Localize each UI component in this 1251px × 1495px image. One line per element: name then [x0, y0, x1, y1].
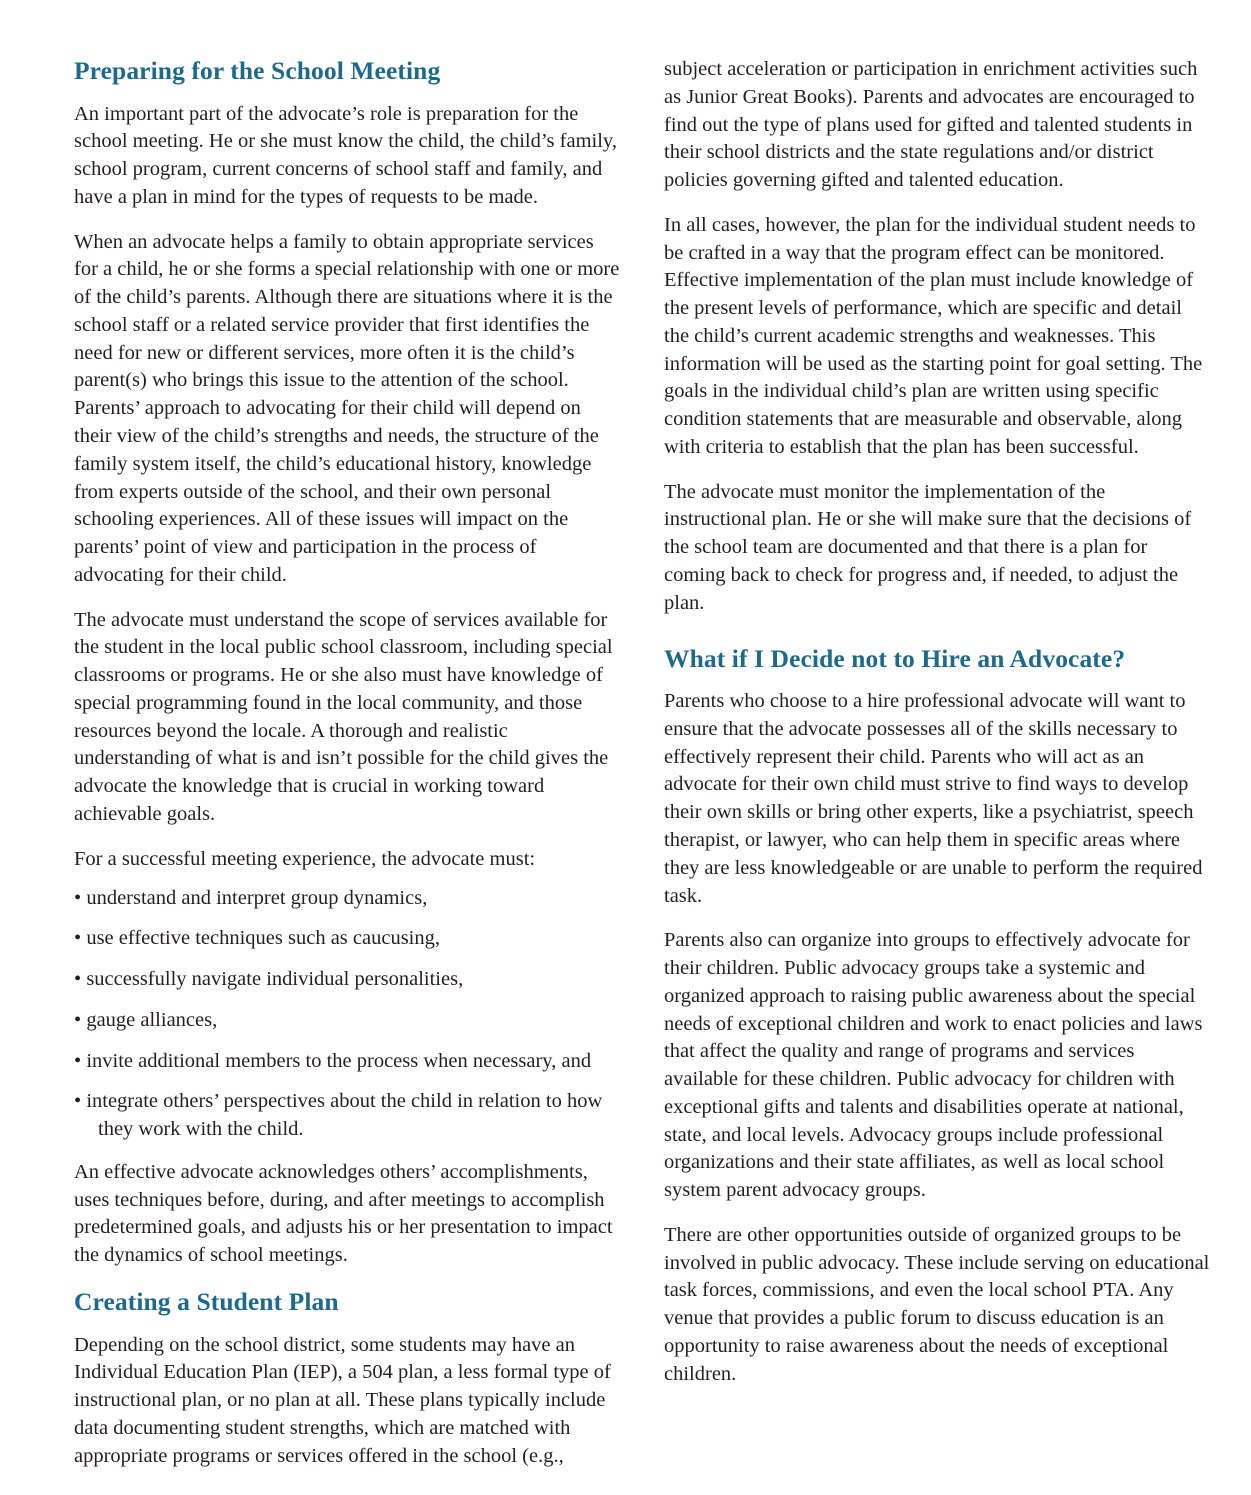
list-item-text: invite additional members to the process when necessary, and: [86, 1049, 592, 1072]
paragraph: There are other opportunities outside of organized groups to be involved in public advocacy. These include serving on educational task forces, commissions, and even the local school PTA. Any venue that provides a public forum to discuss education is an opportunity to raise awareness about the needs of exceptional children.: [664, 1223, 1210, 1385]
two-column-layout: [74, 56, 1210, 1487]
list-item: [74, 885, 620, 913]
paragraph: Depending on the school district, some students may have an Individual Education Plan (IEP), a 504 plan, a less formal type of instructional plan, or no plan at all. These plans typically include data documenting student strengths, which are matched with appropriate programs or services offered in the school (e.g.,: [74, 1333, 611, 1467]
list-item-text: use effective techniques such as caucusing,: [86, 927, 440, 950]
list-item: [74, 1048, 620, 1076]
bullet-glyph: •: [74, 927, 82, 950]
bullet-glyph: •: [74, 968, 82, 991]
list-item-text: understand and interpret group dynamics,: [86, 886, 428, 909]
bullet-list: [74, 885, 620, 1144]
left-column: [74, 56, 620, 1487]
paragraph: Parents also can organize into groups to effectively advocate for their children. Public advocacy groups take a systemic and organized approach to raising public awareness about the special needs of exceptional children and work to enact policies and laws that affect the quality and range of programs and services available for these children. Public advocacy for children with exceptional gifts and talents and disabilities operate at national, state, and local levels. Advocacy groups include professional organizations and their state affiliates, as well as local school system parent advocacy groups.: [664, 929, 1203, 1202]
paragraph-list-lead-in: For a successful meeting experience, the advocate must:: [74, 847, 536, 870]
section-heading-what-if-i-decide-not-to-hire-an-advocate: What if I Decide not to Hire an Advocate?: [664, 643, 1126, 673]
list-item-text: successfully navigate individual personalities,: [86, 968, 464, 991]
paragraph: An important part of the advocate’s role is preparation for the school meeting. He or she must know the child, the child’s family, school program, current concerns of school staff and family, and have a plan in mind for the types of requests to be made.: [74, 102, 617, 208]
list-item-text: gauge alliances,: [86, 1008, 218, 1031]
list-item: [74, 1007, 620, 1035]
section-heading-creating-a-student-plan: Creating a Student Plan: [74, 1286, 339, 1316]
list-item: [74, 1088, 620, 1144]
list-item: [74, 966, 620, 994]
section-heading-preparing-for-the-school-meeting: Preparing for the School Meeting: [74, 56, 441, 85]
paragraph: subject acceleration or participation in enrichment activities such as Junior Great Books). Parents and advocates are encouraged to find out the type of plans used for gifted and talented students in their school districts and the state regulations and/or district policies governing gifted and talented education.: [664, 58, 1198, 192]
bullet-glyph: •: [74, 1008, 82, 1031]
paragraph: The advocate must monitor the implementation of the instructional plan. He or she will make sure that the decisions of the school team are documented and that there is a plan for coming back to check for progress and, if needed, to adjust the plan.: [664, 480, 1192, 614]
bullet-glyph: •: [74, 1049, 82, 1072]
list-item: [74, 925, 620, 953]
paragraph: An effective advocate acknowledges others’ accomplishments, uses techniques before, during, and after meetings to accomplish predetermined goals, and adjusts his or her presentation to impact the dynamics of school meetings.: [74, 1160, 613, 1267]
paragraph: When an advocate helps a family to obtain appropriate services for a child, he or she forms a special relationship with one or more of the child’s parents. Although there are situations where it is the school staff or a related service provider that first identifies the need for new or different services, more often it is the child’s parent(s) who brings this issue to the attention of the school. Parents’ approach to advocating for their child will depend on their view of the child’s strengths and needs, the structure of the family system itself, the child’s educational history, knowledge from experts outside of the school, and their own personal schooling experiences. All of these issues will impact on the parents’ point of view and participation in the process of advocating for their child.: [74, 230, 620, 586]
right-column: [664, 56, 1210, 1406]
paragraph: Parents who choose to a hire professional advocate will want to ensure that the advocate possesses all of the skills necessary to effectively represent their child. Parents who will act as an advocate for their own child must strive to find ways to develop their own skills or bring other experts, like a psychiatrist, speech therapist, or lawyer, who can help them in specific areas where they are less knowledgeable or are unable to perform the required task.: [664, 690, 1203, 907]
bullet-glyph: •: [74, 1090, 82, 1113]
paragraph: In all cases, however, the plan for the individual student needs to be crafted in a way that the program effect can be monitored. Effective implementation of the plan must include knowledge of the present levels of performance, which are specific and detail the child’s current academic strengths and weaknesses. This information will be used as the starting point for goal setting. The goals in the individual child’s plan are written using specific condition statements that are measurable and observable, along with criteria to establish that the plan has been successful.: [664, 213, 1203, 458]
paragraph: The advocate must understand the scope of services available for the student in the local public school classroom, including special classrooms or programs. He or she also must have knowledge of special programming found in the local community, and those resources beyond the locale. A thorough and realistic understanding of what is and isn’t possible for the child gives the advocate the knowledge that is crucial in working toward achievable goals.: [74, 608, 613, 825]
list-item-text: integrate others’ perspectives about the child in relation to how they work with the child.: [86, 1090, 603, 1141]
bullet-glyph: •: [74, 886, 82, 909]
